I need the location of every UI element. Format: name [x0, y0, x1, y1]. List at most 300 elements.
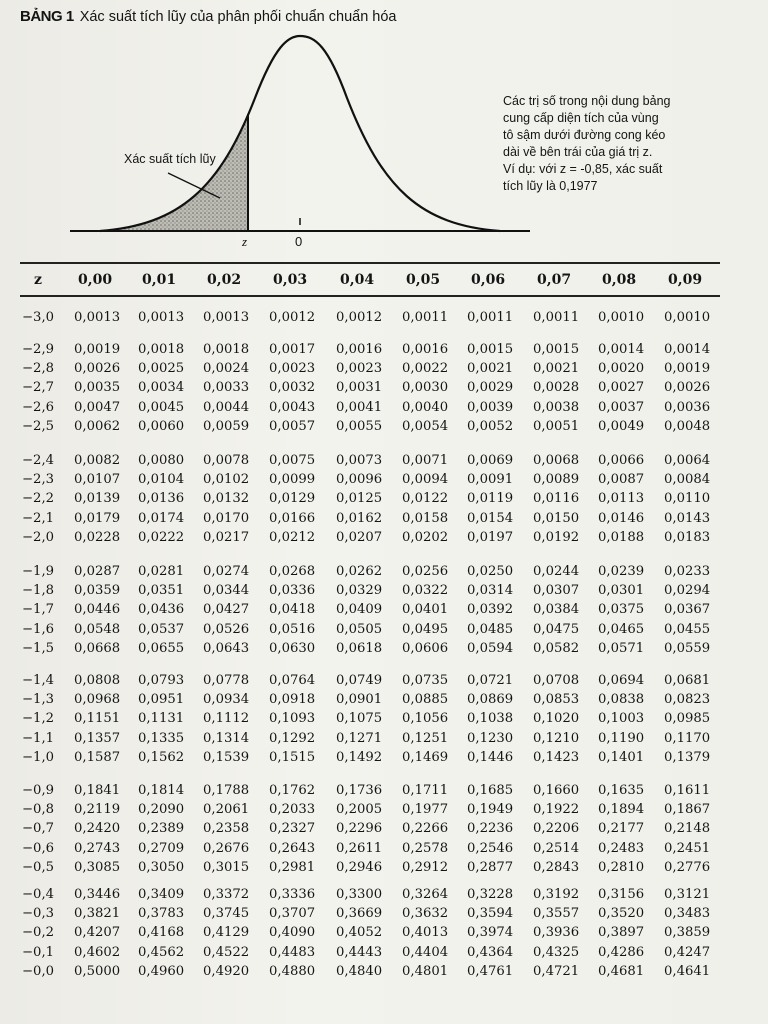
probability-cell: 0,0735: [402, 673, 449, 688]
probability-cell: 0,0024: [203, 361, 250, 377]
probability-cell: 0,0078: [203, 453, 250, 468]
probability-cell: 0,2327: [269, 821, 316, 837]
z-value: −3,0: [22, 310, 55, 325]
probability-cell: 0,0033: [203, 380, 250, 396]
probability-cell: 0,2090: [138, 802, 185, 818]
probability-cell: 0,0010: [664, 310, 711, 325]
probability-cell: 0,0294: [664, 583, 711, 599]
probability-cell: 0,1492: [336, 749, 383, 765]
z-value: −2,7: [22, 380, 55, 396]
probability-cell: 0,0012: [269, 310, 316, 325]
probability-cell: 0,1210: [533, 730, 580, 746]
probability-cell: 0,0064: [664, 453, 711, 468]
probability-cell: 0,0918: [269, 692, 316, 708]
probability-cell: 0,2296: [336, 821, 383, 837]
probability-cell: 0,4761: [467, 963, 514, 979]
column-header: 0,00: [78, 272, 113, 288]
probability-cell: 0,0314: [467, 583, 514, 599]
probability-cell: 0,0162: [336, 510, 383, 526]
probability-cell: 0,4483: [269, 944, 316, 960]
probability-cell: 0,0808: [74, 673, 121, 688]
probability-cell: 0,1894: [598, 802, 645, 818]
probability-cell: 0,1230: [467, 730, 514, 746]
probability-cell: 0,4681: [598, 963, 645, 979]
probability-cell: 0,0036: [664, 399, 711, 415]
probability-cell: 0,1539: [203, 749, 250, 765]
probability-cell: 0,0301: [598, 583, 645, 599]
probability-cell: 0,3483: [664, 906, 711, 922]
probability-cell: 0,0853: [533, 692, 580, 708]
probability-cell: 0,1685: [467, 783, 514, 798]
probability-cell: 0,2514: [533, 840, 580, 856]
probability-cell: 0,2451: [664, 840, 711, 856]
probability-cell: 0,1660: [533, 783, 580, 798]
column-header: 0,08: [602, 272, 637, 288]
z-value: −2,8: [22, 361, 55, 377]
probability-cell: 0,0749: [336, 673, 383, 688]
probability-cell: 0,2981: [269, 859, 316, 875]
probability-cell: 0,0934: [203, 692, 250, 708]
probability-cell: 0,3300: [336, 887, 383, 902]
description-line: Ví dụ: với z = -0,85, xác suất: [503, 162, 663, 176]
probability-cell: 0,0073: [336, 453, 383, 468]
probability-cell: 0,0228: [74, 529, 121, 545]
probability-cell: 0,0030: [402, 380, 449, 396]
probability-cell: 0,0582: [533, 640, 580, 656]
z-value: −0,2: [22, 925, 55, 941]
shaded-area: [100, 116, 248, 231]
probability-cell: 0,0022: [402, 361, 449, 377]
probability-cell: 0,3228: [467, 887, 514, 902]
probability-cell: 0,0367: [664, 602, 711, 618]
probability-cell: 0,3974: [467, 925, 514, 941]
probability-cell: 0,0041: [336, 399, 383, 415]
probability-cell: 0,0154: [467, 510, 514, 526]
probability-cell: 0,3192: [533, 887, 580, 902]
table-top-rule: [20, 262, 720, 264]
probability-cell: 0,0344: [203, 583, 250, 599]
z-axis-label: z: [242, 234, 248, 249]
probability-cell: 0,0018: [138, 342, 185, 357]
probability-cell: 0,2912: [402, 859, 449, 875]
column-header: 0,06: [471, 272, 506, 288]
probability-cell: 0,1314: [203, 730, 250, 746]
probability-cell: 0,0125: [336, 491, 383, 507]
column-header: 0,01: [142, 272, 177, 288]
probability-cell: 0,0274: [203, 564, 250, 579]
z-value: −0,6: [22, 840, 55, 856]
probability-cell: 0,0359: [74, 583, 121, 599]
probability-cell: 0,0015: [467, 342, 514, 357]
probability-cell: 0,1562: [138, 749, 185, 765]
probability-cell: 0,3156: [598, 887, 645, 902]
probability-cell: 0,1271: [336, 730, 383, 746]
probability-cell: 0,0239: [598, 564, 645, 579]
probability-cell: 0,0329: [336, 583, 383, 599]
probability-cell: 0,0212: [269, 529, 316, 545]
probability-cell: 0,0043: [269, 399, 316, 415]
probability-cell: 0,0217: [203, 529, 250, 545]
probability-cell: 0,2483: [598, 840, 645, 856]
probability-cell: 0,4840: [336, 963, 383, 979]
probability-cell: 0,0025: [138, 361, 185, 377]
probability-cell: 0,4013: [402, 925, 449, 941]
probability-cell: 0,0122: [402, 491, 449, 507]
probability-cell: 0,0104: [138, 472, 185, 488]
probability-cell: 0,0643: [203, 640, 250, 656]
probability-cell: 0,0011: [402, 310, 449, 325]
probability-cell: 0,0351: [138, 583, 185, 599]
probability-cell: 0,3936: [533, 925, 580, 941]
probability-cell: 0,2033: [269, 802, 316, 818]
probability-cell: 0,2206: [533, 821, 580, 837]
z-value: −0,9: [22, 783, 55, 798]
probability-cell: 0,0455: [664, 621, 711, 637]
probability-cell: 0,0174: [138, 510, 185, 526]
probability-cell: 0,0401: [402, 602, 449, 618]
probability-cell: 0,0885: [402, 692, 449, 708]
probability-cell: 0,2643: [269, 840, 316, 856]
probability-cell: 0,0023: [269, 361, 316, 377]
z-value: −1,2: [22, 711, 55, 727]
probability-cell: 0,0764: [269, 673, 316, 688]
probability-cell: 0,1423: [533, 749, 580, 765]
probability-cell: 0,0057: [269, 418, 316, 434]
probability-cell: 0,2266: [402, 821, 449, 837]
z-value: −2,3: [22, 472, 55, 488]
probability-cell: 0,2776: [664, 859, 711, 875]
probability-cell: 0,0016: [402, 342, 449, 357]
probability-cell: 0,2061: [203, 802, 250, 818]
header-z: z: [34, 272, 42, 288]
probability-cell: 0,1292: [269, 730, 316, 746]
probability-cell: 0,0384: [533, 602, 580, 618]
probability-cell: 0,3372: [203, 887, 250, 902]
probability-cell: 0,2578: [402, 840, 449, 856]
probability-cell: 0,5000: [74, 963, 121, 979]
probability-cell: 0,0132: [203, 491, 250, 507]
probability-cell: 0,1635: [598, 783, 645, 798]
probability-cell: 0,4522: [203, 944, 250, 960]
probability-cell: 0,0026: [74, 361, 121, 377]
probability-cell: 0,3446: [74, 887, 121, 902]
probability-cell: 0,0016: [336, 342, 383, 357]
probability-cell: 0,3745: [203, 906, 250, 922]
probability-cell: 0,4052: [336, 925, 383, 941]
probability-cell: 0,0146: [598, 510, 645, 526]
probability-cell: 0,1190: [598, 730, 645, 746]
probability-cell: 0,2420: [74, 821, 121, 837]
probability-cell: 0,0026: [664, 380, 711, 396]
z-value: −1,9: [22, 564, 55, 579]
probability-cell: 0,4325: [533, 944, 580, 960]
z-value: −1,5: [22, 640, 55, 656]
probability-cell: 0,0087: [598, 472, 645, 488]
z-value: −0,8: [22, 802, 55, 818]
probability-cell: 0,4602: [74, 944, 121, 960]
probability-cell: 0,0047: [74, 399, 121, 415]
probability-cell: 0,0119: [467, 491, 514, 507]
column-header: 0,09: [668, 272, 703, 288]
probability-cell: 0,0051: [533, 418, 580, 434]
probability-cell: 0,0571: [598, 640, 645, 656]
probability-cell: 0,3669: [336, 906, 383, 922]
column-header: 0,04: [340, 272, 375, 288]
probability-cell: 0,4801: [402, 963, 449, 979]
probability-cell: 0,1977: [402, 802, 449, 818]
probability-cell: 0,0694: [598, 673, 645, 688]
probability-cell: 0,0166: [269, 510, 316, 526]
description-line: Các trị số trong nội dung bảng: [503, 94, 671, 108]
probability-cell: 0,3121: [664, 887, 711, 902]
probability-cell: 0,0059: [203, 418, 250, 434]
probability-cell: 0,0116: [533, 491, 580, 507]
probability-cell: 0,0197: [467, 529, 514, 545]
probability-cell: 0,0019: [664, 361, 711, 377]
probability-cell: 0,0011: [467, 310, 514, 325]
probability-cell: 0,0823: [664, 692, 711, 708]
probability-cell: 0,0080: [138, 453, 185, 468]
probability-cell: 0,1151: [74, 711, 121, 727]
description-line: tích lũy là 0,1977: [503, 179, 598, 193]
probability-cell: 0,0630: [269, 640, 316, 656]
probability-cell: 0,0281: [138, 564, 185, 579]
probability-cell: 0,0256: [402, 564, 449, 579]
probability-cell: 0,0436: [138, 602, 185, 618]
probability-cell: 0,0268: [269, 564, 316, 579]
probability-cell: 0,2709: [138, 840, 185, 856]
probability-cell: 0,0183: [664, 529, 711, 545]
probability-cell: 0,0322: [402, 583, 449, 599]
zero-axis-label: 0: [295, 234, 303, 249]
probability-cell: 0,0901: [336, 692, 383, 708]
probability-cell: 0,4880: [269, 963, 316, 979]
probability-cell: 0,0028: [533, 380, 580, 396]
probability-cell: 0,1020: [533, 711, 580, 727]
probability-cell: 0,3015: [203, 859, 250, 875]
z-value: −0,1: [22, 944, 55, 960]
probability-cell: 0,3085: [74, 859, 121, 875]
probability-cell: 0,0129: [269, 491, 316, 507]
probability-cell: 0,0262: [336, 564, 383, 579]
probability-cell: 0,0559: [664, 640, 711, 656]
probability-cell: 0,1762: [269, 783, 316, 798]
probability-cell: 0,2358: [203, 821, 250, 837]
probability-cell: 0,0037: [598, 399, 645, 415]
z-value: −0,5: [22, 859, 55, 875]
probability-cell: 0,1075: [336, 711, 383, 727]
probability-cell: 0,0307: [533, 583, 580, 599]
probability-cell: 0,0069: [467, 453, 514, 468]
probability-cell: 0,0014: [664, 342, 711, 357]
probability-cell: 0,0068: [533, 453, 580, 468]
probability-cell: 0,4207: [74, 925, 121, 941]
probability-cell: 0,3050: [138, 859, 185, 875]
probability-cell: 0,0336: [269, 583, 316, 599]
probability-cell: 0,3783: [138, 906, 185, 922]
probability-cell: 0,0084: [664, 472, 711, 488]
probability-cell: 0,0049: [598, 418, 645, 434]
table-header-rule: [20, 295, 720, 297]
probability-cell: 0,0446: [74, 602, 121, 618]
probability-cell: 0,1401: [598, 749, 645, 765]
probability-cell: 0,1711: [402, 783, 449, 798]
probability-cell: 0,0409: [336, 602, 383, 618]
probability-cell: 0,4443: [336, 944, 383, 960]
z-value: −0,3: [22, 906, 55, 922]
probability-cell: 0,0107: [74, 472, 121, 488]
z-value: −1,6: [22, 621, 55, 637]
z-value: −1,7: [22, 602, 55, 618]
probability-cell: 0,0233: [664, 564, 711, 579]
probability-cell: 0,0110: [664, 491, 711, 507]
probability-cell: 0,0681: [664, 673, 711, 688]
probability-cell: 0,1446: [467, 749, 514, 765]
probability-cell: 0,0044: [203, 399, 250, 415]
probability-cell: 0,0027: [598, 380, 645, 396]
column-header: 0,03: [273, 272, 308, 288]
probability-cell: 0,0207: [336, 529, 383, 545]
probability-cell: 0,4286: [598, 944, 645, 960]
probability-cell: 0,3336: [269, 887, 316, 902]
probability-cell: 0,0526: [203, 621, 250, 637]
probability-cell: 0,0021: [467, 361, 514, 377]
probability-cell: 0,0089: [533, 472, 580, 488]
probability-cell: 0,1093: [269, 711, 316, 727]
probability-cell: 0,2877: [467, 859, 514, 875]
probability-cell: 0,0032: [269, 380, 316, 396]
probability-cell: 0,3594: [467, 906, 514, 922]
probability-cell: 0,1515: [269, 749, 316, 765]
probability-cell: 0,0091: [467, 472, 514, 488]
probability-cell: 0,2810: [598, 859, 645, 875]
probability-cell: 0,0985: [664, 711, 711, 727]
probability-cell: 0,0287: [74, 564, 121, 579]
probability-cell: 0,0668: [74, 640, 121, 656]
probability-cell: 0,1736: [336, 783, 383, 798]
probability-cell: 0,4247: [664, 944, 711, 960]
probability-cell: 0,0222: [138, 529, 185, 545]
description-line: dài về bên trái của giá trị z.: [503, 145, 653, 159]
probability-cell: 0,0951: [138, 692, 185, 708]
probability-cell: 0,0031: [336, 380, 383, 396]
z-value: −2,6: [22, 399, 55, 415]
z-value: −1,1: [22, 730, 55, 746]
probability-cell: 0,0548: [74, 621, 121, 637]
probability-cell: 0,0427: [203, 602, 250, 618]
z-value: −2,4: [22, 453, 55, 468]
probability-cell: 0,0055: [336, 418, 383, 434]
probability-cell: 0,0158: [402, 510, 449, 526]
probability-cell: 0,1038: [467, 711, 514, 727]
probability-cell: 0,0060: [138, 418, 185, 434]
probability-cell: 0,1131: [138, 711, 185, 727]
probability-cell: 0,0392: [467, 602, 514, 618]
probability-cell: 0,0778: [203, 673, 250, 688]
probability-cell: 0,0793: [138, 673, 185, 688]
probability-cell: 0,0418: [269, 602, 316, 618]
probability-cell: 0,0029: [467, 380, 514, 396]
probability-cell: 0,3859: [664, 925, 711, 941]
probability-cell: 0,3409: [138, 887, 185, 902]
probability-cell: 0,2843: [533, 859, 580, 875]
probability-cell: 0,2611: [336, 840, 383, 856]
column-header: 0,05: [406, 272, 441, 288]
probability-cell: 0,0014: [598, 342, 645, 357]
z-value: −2,9: [22, 342, 55, 357]
probability-cell: 0,0143: [664, 510, 711, 526]
probability-cell: 0,2236: [467, 821, 514, 837]
probability-cell: 0,0039: [467, 399, 514, 415]
probability-cell: 0,0505: [336, 621, 383, 637]
probability-cell: 0,3821: [74, 906, 121, 922]
probability-cell: 0,1379: [664, 749, 711, 765]
probability-cell: 0,2119: [74, 802, 121, 818]
probability-cell: 0,3897: [598, 925, 645, 941]
normal-curve-figure: [60, 28, 540, 238]
probability-cell: 0,0188: [598, 529, 645, 545]
probability-cell: 0,0018: [203, 342, 250, 357]
probability-cell: 0,1949: [467, 802, 514, 818]
probability-cell: 0,0066: [598, 453, 645, 468]
z-value: −2,5: [22, 418, 55, 434]
probability-cell: 0,3707: [269, 906, 316, 922]
z-value: −0,0: [22, 963, 55, 979]
z-value: −0,7: [22, 821, 55, 837]
probability-cell: 0,0244: [533, 564, 580, 579]
probability-cell: 0,0179: [74, 510, 121, 526]
probability-cell: 0,3264: [402, 887, 449, 902]
probability-cell: 0,3520: [598, 906, 645, 922]
probability-cell: 0,0035: [74, 380, 121, 396]
column-header: 0,02: [207, 272, 242, 288]
probability-cell: 0,1251: [402, 730, 449, 746]
probability-cell: 0,1788: [203, 783, 250, 798]
probability-cell: 0,0721: [467, 673, 514, 688]
cumulative-probability-label: Xác suất tích lũy: [124, 152, 216, 166]
z-value: −2,1: [22, 510, 55, 526]
probability-cell: 0,0102: [203, 472, 250, 488]
probability-cell: 0,0015: [533, 342, 580, 357]
probability-cell: 0,0010: [598, 310, 645, 325]
probability-cell: 0,0062: [74, 418, 121, 434]
z-value: −2,2: [22, 491, 55, 507]
description-line: tô sậm dưới đường cong kéo: [503, 128, 666, 142]
description-line: cung cấp diện tích của vùng: [503, 111, 659, 125]
probability-cell: 0,1003: [598, 711, 645, 727]
probability-cell: 0,0192: [533, 529, 580, 545]
probability-cell: 0,0096: [336, 472, 383, 488]
probability-cell: 0,2005: [336, 802, 383, 818]
probability-cell: 0,0136: [138, 491, 185, 507]
probability-cell: 0,0099: [269, 472, 316, 488]
probability-cell: 0,1611: [664, 783, 711, 798]
probability-cell: 0,1357: [74, 730, 121, 746]
probability-cell: 0,0202: [402, 529, 449, 545]
probability-cell: 0,0537: [138, 621, 185, 637]
probability-cell: 0,2946: [336, 859, 383, 875]
probability-cell: 0,0023: [336, 361, 383, 377]
probability-cell: 0,2177: [598, 821, 645, 837]
probability-cell: 0,4721: [533, 963, 580, 979]
probability-cell: 0,0485: [467, 621, 514, 637]
probability-cell: 0,0094: [402, 472, 449, 488]
probability-cell: 0,1867: [664, 802, 711, 818]
z-value: −1,3: [22, 692, 55, 708]
probability-cell: 0,0139: [74, 491, 121, 507]
probability-cell: 0,4960: [138, 963, 185, 979]
probability-cell: 0,1469: [402, 749, 449, 765]
